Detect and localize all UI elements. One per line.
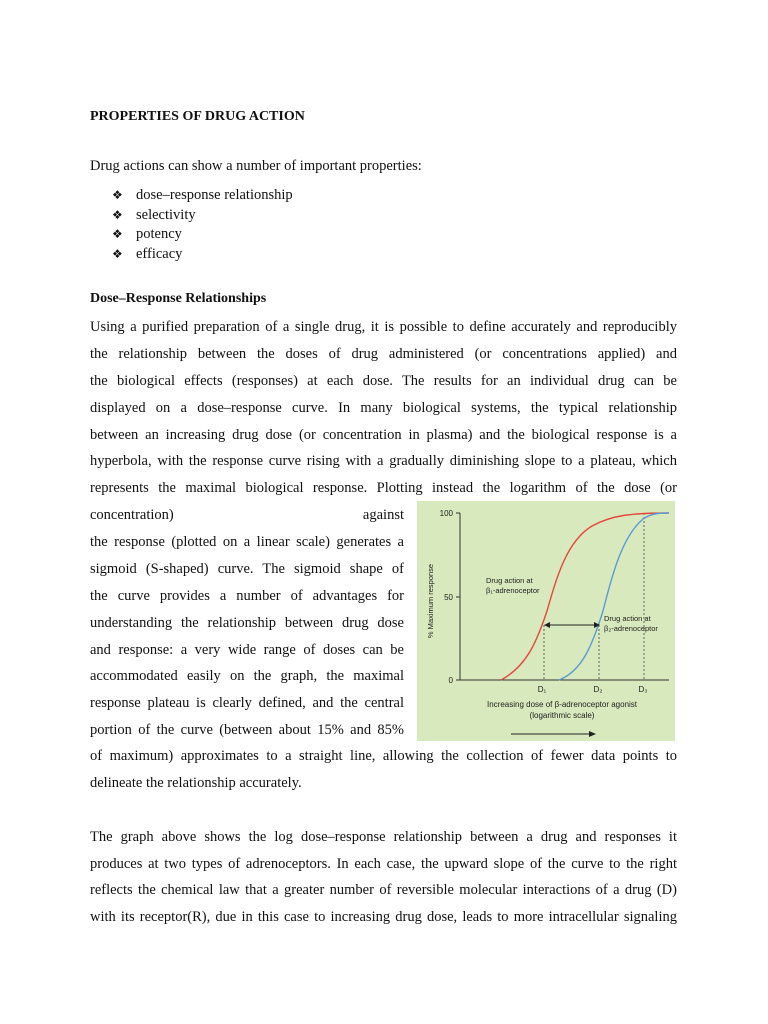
list-item — [112, 245, 293, 265]
beta1-annotation-line1: Drug action at — [486, 576, 533, 585]
list-item — [112, 186, 293, 206]
y-tick-label: 0 — [448, 676, 453, 685]
paragraph-line: represents the maximal biological response. Plotting instead the logarithm of the dose (or — [90, 480, 677, 496]
paragraph-line: with its receptor(R), due in this case to increasing drug dose, leads to more intracellular signaling — [90, 909, 677, 925]
paragraph-line: reflects the chemical law that a greater number of reversible molecular interactions of a drug (D) — [90, 882, 677, 898]
paragraph-line: sigmoid (S-shaped) curve. The sigmoid shape of — [90, 561, 404, 577]
x-axis-label-line2: (logarithmic scale) — [529, 711, 595, 720]
property-list — [112, 186, 293, 264]
direction-arrow-head — [589, 731, 596, 737]
x-tick-label: D₁ — [537, 685, 547, 694]
paragraph-line: concentration) against — [90, 507, 404, 523]
arrow-head-left — [544, 622, 550, 628]
paragraph-line: the curve provides a number of advantages for — [90, 588, 404, 604]
diamond-bullet-icon: ❖ — [112, 188, 123, 202]
paragraph-line: of maximum) approximates to a straight line, allowing the collection of fewer data points to — [90, 748, 677, 764]
paragraph-line: hyperbola, with the response curve rising with a gradually diminishing slope to a plateau, which — [90, 453, 677, 469]
x-tick-label: D₂ — [593, 685, 603, 694]
beta2-annotation-line2: β₂-adrenoceptor — [604, 624, 658, 633]
list-item-label: selectivity — [136, 206, 196, 223]
beta2-response-curve — [559, 513, 669, 680]
diamond-bullet-icon: ❖ — [112, 207, 123, 222]
y-tick-label: 50 — [444, 593, 453, 602]
paragraph-line: delineate the relationship accurately. — [90, 775, 302, 791]
dose-response-graph — [417, 501, 675, 741]
diamond-bullet-icon: ❖ — [112, 227, 123, 241]
subsection-heading: Dose–Response Relationships — [90, 291, 267, 306]
list-item-label: efficacy — [136, 245, 183, 262]
list-item — [112, 225, 293, 245]
y-tick-label: 100 — [439, 509, 453, 518]
list-item — [112, 206, 293, 226]
x-axis-label-line1: Increasing dose of β-adrenoceptor agonist — [486, 700, 638, 709]
paragraph-line: the relationship between the doses of drug administered (or concentrations applied) and — [90, 346, 677, 362]
paragraph-line: produces at two types of adrenoceptors. In each case, the upward slope of the curve to the right — [90, 856, 677, 872]
y-axis-label: % Maximum response — [426, 563, 435, 639]
paragraph-line: understanding the relationship between drug dose — [90, 615, 404, 631]
x-tick-label: D₃ — [638, 685, 648, 694]
list-item-label: potency — [136, 226, 182, 242]
paragraph-line: and response: a very wide range of doses can be — [90, 642, 404, 658]
intro-text: Drug actions can show a number of important properties: — [90, 158, 422, 174]
beta1-annotation-line2: β₁-adrenoceptor — [486, 586, 540, 595]
paragraph-line: portion of the curve (between about 15% and 85% — [90, 722, 404, 738]
paragraph-line: response plateau is clearly defined, and the central — [90, 695, 404, 711]
paragraph-line: the response (plotted on a linear scale) generates a — [90, 534, 404, 550]
paragraph-line: displayed on a dose–response curve. In many biological systems, the typical relationship — [90, 400, 677, 416]
beta2-annotation-line1: Drug action at — [604, 614, 651, 623]
paragraph-line: The graph above shows the log dose–response relationship between a drug and responses it — [90, 829, 677, 845]
paragraph-line: between an increasing drug dose (or concentration in plasma) and the biological response is a — [90, 427, 677, 443]
paragraph-line: Using a purified preparation of a single drug, it is possible to define accurately and reproducibly — [90, 319, 677, 335]
dose-response-figure — [417, 501, 675, 741]
list-item-label: dose–response relationship — [136, 187, 293, 203]
section-heading: PROPERTIES OF DRUG ACTION — [90, 109, 305, 124]
paragraph-line: the biological effects (responses) at each dose. The results for an individual drug can be — [90, 373, 677, 389]
paragraph-line: accommodated easily on the graph, the maximal — [90, 668, 404, 684]
diamond-bullet-icon: ❖ — [112, 246, 123, 261]
